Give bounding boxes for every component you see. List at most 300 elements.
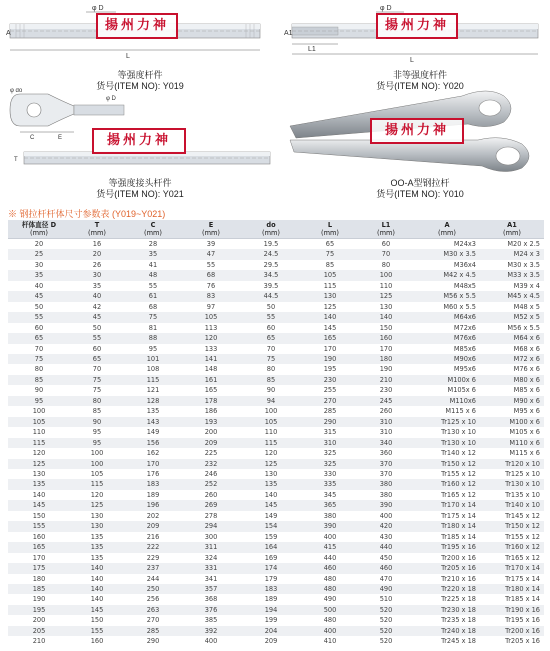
- column-header: [480, 220, 544, 239]
- table-cell: 237: [124, 563, 182, 573]
- table-cell: 125: [240, 459, 302, 469]
- table-cell: Tr180 x 14: [414, 521, 480, 531]
- table-cell: M36x4: [453, 260, 476, 269]
- table-cell: 68: [182, 270, 240, 280]
- table-cell: 115: [124, 375, 182, 385]
- table-cell: Tr160 x 12: [480, 542, 544, 552]
- label-l: L: [126, 53, 130, 60]
- table-cell: 110: [264, 428, 278, 437]
- table-cell: M80 x 6: [480, 375, 544, 385]
- table-cell: 480: [323, 616, 337, 625]
- table-cell: 520: [379, 616, 393, 625]
- table-row: [8, 270, 544, 280]
- table-cell: 55: [148, 281, 158, 290]
- table-cell: 165: [302, 333, 358, 343]
- table-cell: 95: [148, 344, 158, 353]
- table-cell: 115: [240, 438, 302, 448]
- table-row: [8, 323, 544, 333]
- table-cell: 75: [124, 312, 182, 322]
- table-cell: M45 x 4.5: [480, 291, 544, 301]
- column-header: [70, 220, 124, 239]
- table-cell: 35: [124, 249, 182, 259]
- table-cell: 135: [8, 479, 70, 489]
- table-cell: Tr170 x 14: [480, 563, 544, 573]
- table-cell: 149: [264, 511, 278, 520]
- table-cell: M56 x 5.5: [414, 291, 480, 301]
- table-cell: M100x 6: [414, 375, 480, 385]
- table-cell: 140: [70, 584, 124, 594]
- table-cell: 440: [358, 542, 414, 552]
- table-row: [8, 459, 544, 469]
- table-cell: M60 x 5.5: [443, 302, 476, 311]
- table-cell: 460: [302, 563, 358, 573]
- table-cell: Tr145 x 12: [505, 511, 540, 520]
- table-cell: 48: [124, 270, 182, 280]
- table-cell: Tr130 x 10: [441, 428, 476, 437]
- table-cell: 199: [264, 616, 278, 625]
- table-cell: 180: [358, 354, 414, 364]
- table-cell: 55: [70, 333, 124, 343]
- column-header-unit: (mm): [262, 229, 280, 237]
- table-row: [8, 490, 544, 500]
- table-cell: 101: [124, 354, 182, 364]
- table-cell: 310: [302, 438, 358, 448]
- table-cell: 121: [146, 386, 160, 395]
- table-cell: 161: [182, 375, 240, 385]
- table-cell: 380: [323, 511, 337, 520]
- table-cell: 105: [302, 270, 358, 280]
- table-cell: 230: [379, 386, 393, 395]
- table-cell: Tr125 x 10: [414, 417, 480, 427]
- table-cell: 310: [379, 428, 393, 437]
- caption-y020-item: 货号(ITEM NO): Y020: [376, 81, 464, 91]
- table-cell: Tr220 x 18: [414, 584, 480, 594]
- table-cell: 250: [124, 584, 182, 594]
- table-row: [8, 542, 544, 552]
- table-cell: 430: [379, 532, 393, 541]
- table-cell: 170: [32, 553, 46, 562]
- table-row: [8, 291, 544, 301]
- table-cell: 29.5: [263, 260, 279, 269]
- table-cell: M90x6: [414, 354, 480, 364]
- column-header-unit: (mm): [321, 229, 339, 237]
- table-cell: 50: [34, 302, 44, 311]
- table-cell: 130: [302, 291, 358, 301]
- table-cell: 24.5: [240, 249, 302, 259]
- table-row: [8, 500, 544, 510]
- table-cell: 50: [92, 323, 102, 332]
- table-cell: Tr135 x 10: [505, 490, 540, 499]
- seal-stamp-3: 揚州力神: [92, 128, 186, 154]
- table-cell: 170: [124, 459, 182, 469]
- table-cell: 110: [379, 281, 393, 290]
- table-row: [8, 532, 544, 542]
- column-header: [124, 220, 182, 239]
- table-cell: 150: [32, 511, 46, 520]
- table-cell: 170: [323, 344, 337, 353]
- table-cell: 159: [264, 532, 278, 541]
- table-cell: 75: [92, 386, 102, 395]
- table-cell: 35: [8, 270, 70, 280]
- table-cell: 55: [240, 312, 302, 322]
- table-cell: M64 x 6: [480, 333, 544, 343]
- table-cell: Tr165 x 12: [505, 553, 540, 562]
- table-cell: 370: [379, 469, 393, 478]
- table-cell: 162: [146, 449, 160, 458]
- table-cell: 88: [124, 333, 182, 343]
- label-phi-do: φ do: [10, 88, 23, 94]
- table-cell: 133: [204, 344, 218, 353]
- table-cell: 60: [381, 240, 391, 248]
- table-cell: 520: [379, 637, 393, 646]
- table-cell: 130: [90, 511, 104, 520]
- table-cell: 260: [204, 490, 218, 499]
- table-cell: Tr185 x 14: [441, 532, 476, 541]
- table-cell: 130: [379, 302, 393, 311]
- seal-stamp-2: 揚州力神: [376, 13, 458, 39]
- table-cell: 75: [302, 249, 358, 259]
- table-cell: 39.5: [263, 281, 279, 290]
- table-cell: 300: [204, 532, 218, 541]
- table-cell: 95: [70, 438, 124, 448]
- table-cell: M39 x 4: [513, 281, 540, 290]
- table-cell: Tr180 x 14: [480, 584, 544, 594]
- table-cell: Tr125 x 10: [505, 469, 540, 478]
- caption-y021-item: 货号(ITEM NO): Y021: [96, 189, 184, 199]
- table-cell: Tr130 x 10: [414, 438, 480, 448]
- table-cell: 190: [379, 365, 393, 374]
- table-cell: 85: [325, 260, 335, 269]
- table-cell: 105: [90, 469, 104, 478]
- table-cell: 47: [182, 249, 240, 259]
- table-row: [8, 615, 544, 625]
- table-cell: M48x5: [453, 281, 476, 290]
- column-header-label: T: [94, 221, 100, 229]
- table-row: [8, 605, 544, 615]
- table-cell: 255: [323, 386, 337, 395]
- label-c: C: [30, 135, 35, 141]
- table-cell: Tr245 x 18: [441, 637, 476, 646]
- table-cell: 135: [240, 479, 302, 489]
- table-cell: Tr160 x 12: [414, 479, 480, 489]
- table-cell: 246: [204, 469, 218, 478]
- table-cell: 189: [146, 490, 160, 499]
- table-cell: Tr235 x 18: [441, 616, 476, 625]
- table-cell: M76 x 6: [513, 365, 540, 374]
- table-cell: 70: [34, 344, 44, 353]
- table-cell: 245: [358, 396, 414, 406]
- table-cell: Tr155 x 12: [505, 532, 540, 541]
- table-cell: 357: [182, 584, 240, 594]
- column-header-label: A: [444, 221, 450, 229]
- table-cell: 178: [182, 396, 240, 406]
- table-cell: Tr170 x 14: [414, 500, 480, 510]
- table-cell: Tr175 x 14: [505, 574, 540, 583]
- table-cell: M64x6: [414, 312, 480, 322]
- table-row: [8, 260, 544, 270]
- table-cell: 100: [70, 459, 124, 469]
- table-cell: 195: [8, 605, 70, 615]
- table-cell: 520: [358, 626, 414, 636]
- table-cell: 294: [182, 521, 240, 531]
- table-cell: M20 x 2.5: [507, 240, 540, 248]
- table-row: [8, 302, 544, 312]
- table-cell: 165: [204, 386, 218, 395]
- table-cell: 190: [302, 354, 358, 364]
- table-cell: 390: [302, 521, 358, 531]
- table-row: [8, 469, 544, 479]
- table-cell: M68 x 6: [513, 344, 540, 353]
- table-cell: 225: [204, 449, 218, 458]
- table-cell: 270: [146, 616, 160, 625]
- table-cell: 120: [182, 333, 240, 343]
- table-cell: 400: [379, 511, 393, 520]
- table-cell: M48 x 5: [513, 302, 540, 311]
- table-cell: Tr120 x 10: [480, 459, 544, 469]
- label-l1: L1: [308, 46, 316, 53]
- column-header-unit: (mm): [144, 229, 162, 237]
- column-header-label: E: [208, 221, 214, 229]
- table-cell: 400: [204, 637, 218, 646]
- table-cell: 209: [182, 438, 240, 448]
- table-cell: 28: [148, 240, 158, 248]
- table-cell: 190: [32, 595, 46, 604]
- table-cell: M30 x 3.5: [507, 260, 540, 269]
- table-cell: 186: [204, 407, 218, 416]
- table-cell: 39: [206, 240, 216, 248]
- table-cell: 325: [302, 459, 358, 469]
- table-cell: 345: [323, 490, 337, 499]
- table-cell: 100: [90, 449, 104, 458]
- table-cell: 100: [264, 407, 278, 416]
- table-cell: 154: [240, 521, 302, 531]
- table-cell: 400: [323, 532, 337, 541]
- caption-y020-title: 非等强度杆件: [392, 70, 447, 80]
- table-cell: 216: [146, 532, 160, 541]
- table-cell: 135: [146, 407, 160, 416]
- table-cell: 75: [8, 354, 70, 364]
- caption-y021-title: 等强度接头杆件: [108, 178, 172, 188]
- table-cell: 45: [70, 312, 124, 322]
- caption-y019-item: 货号(ITEM NO): Y019: [96, 81, 184, 91]
- table-cell: Tr240 x 18: [414, 626, 480, 636]
- table-cell: 120: [264, 449, 278, 458]
- table-cell: 81: [148, 323, 158, 332]
- table-cell: 450: [379, 553, 393, 562]
- table-cell: 95: [92, 428, 102, 437]
- table-cell: 60: [34, 323, 44, 332]
- table-row: [8, 521, 544, 531]
- table-cell: 244: [146, 574, 160, 583]
- table-cell: 41: [148, 260, 158, 269]
- table-row: [8, 626, 544, 636]
- table-cell: 55: [8, 312, 70, 322]
- table-cell: 130: [264, 469, 278, 478]
- table-cell: 80: [34, 365, 44, 374]
- table-cell: 480: [323, 574, 337, 583]
- table-cell: 195: [323, 365, 337, 374]
- table-cell: M95x6: [453, 365, 476, 374]
- table-cell: 125: [358, 291, 414, 301]
- table-cell: 25: [8, 249, 70, 259]
- table-cell: 222: [124, 542, 182, 552]
- table-cell: 148: [204, 365, 218, 374]
- table-row: [8, 511, 544, 521]
- table-cell: 232: [182, 459, 240, 469]
- table-cell: 44.5: [240, 291, 302, 301]
- column-header: [358, 220, 414, 239]
- table-cell: 135: [70, 542, 124, 552]
- table-cell: 75: [70, 375, 124, 385]
- table-cell: 252: [182, 479, 240, 489]
- table-cell: 85: [8, 375, 70, 385]
- table-cell: 100: [32, 407, 46, 416]
- table-row: [8, 396, 544, 406]
- table-cell: 155: [70, 626, 124, 636]
- label-t: T: [14, 157, 18, 163]
- table-cell: M85x6: [453, 344, 476, 353]
- table-cell: 90: [34, 386, 44, 395]
- table-cell: 470: [379, 574, 393, 583]
- table-cell: 42: [92, 302, 102, 311]
- table-cell: 141: [182, 354, 240, 364]
- table-cell: Tr140 x 10: [480, 500, 544, 510]
- table-cell: 209: [264, 637, 278, 646]
- table-cell: Tr200 x 16: [480, 626, 544, 636]
- table-cell: 229: [146, 553, 160, 562]
- table-cell: 140: [358, 312, 414, 322]
- table-cell: 125: [323, 302, 337, 311]
- table-cell: 105: [8, 417, 70, 427]
- table-cell: 90: [70, 417, 124, 427]
- table-cell: 26: [92, 260, 102, 269]
- table-cell: 183: [124, 479, 182, 489]
- table-cell: M105x 6: [447, 386, 476, 395]
- column-header-unit: (mm): [438, 229, 456, 237]
- table-row: [8, 312, 544, 322]
- table-cell: 365: [302, 500, 358, 510]
- table-header-row: [8, 220, 544, 239]
- table-cell: M110x6: [414, 396, 480, 406]
- table-cell: 150: [379, 323, 393, 332]
- table-cell: 125: [70, 500, 124, 510]
- table-cell: 285: [124, 626, 182, 636]
- column-header-label: 杆体直径 D: [21, 221, 57, 229]
- table-cell: Tr130 x 10: [480, 479, 544, 489]
- label-phi-d: φ D: [92, 5, 104, 12]
- column-header: [182, 220, 240, 239]
- table-cell: 65: [240, 333, 302, 343]
- table-cell: 20: [70, 249, 124, 259]
- table-cell: 115: [70, 479, 124, 489]
- table-body: [8, 239, 544, 647]
- column-header-label: do: [266, 221, 276, 229]
- caption-y019-title: 等强度杆件: [117, 70, 163, 80]
- table-cell: 120: [32, 449, 46, 458]
- table-cell: 140: [302, 312, 358, 322]
- table-cell: 143: [124, 417, 182, 427]
- table-cell: 180: [32, 574, 46, 583]
- table-row: [8, 249, 544, 259]
- table-row: [8, 636, 544, 646]
- table-cell: 130: [70, 521, 124, 531]
- table-cell: 135: [90, 532, 104, 541]
- table-cell: 65: [8, 333, 70, 343]
- table-cell: 35: [92, 281, 102, 290]
- table-cell: 100: [358, 270, 414, 280]
- table-cell: M52 x 5: [480, 312, 544, 322]
- table-cell: 125: [8, 459, 70, 469]
- table-cell: M24x3: [453, 240, 476, 248]
- table-cell: 128: [124, 396, 182, 406]
- table-cell: 285: [323, 407, 337, 416]
- table-row: [8, 574, 544, 584]
- table-cell: 160: [358, 333, 414, 343]
- table-cell: 105: [240, 417, 302, 427]
- table-cell: Tr150 x 12: [480, 521, 544, 531]
- table-row: [8, 385, 544, 395]
- caption-y010-item: 货号(ITEM NO): Y010: [376, 189, 464, 199]
- table-cell: 80: [70, 396, 124, 406]
- table-cell: M76x6: [414, 333, 480, 343]
- table-row: [8, 553, 544, 563]
- table-cell: 278: [204, 511, 218, 520]
- table-cell: Tr205 x 16: [505, 637, 540, 646]
- table-cell: 75: [240, 354, 302, 364]
- column-header-unit: (mm): [202, 229, 220, 237]
- table-cell: 149: [146, 428, 160, 437]
- table-cell: 80: [381, 260, 391, 269]
- table-cell: 150: [90, 616, 104, 625]
- label-a: A: [6, 30, 11, 37]
- table-cell: 164: [240, 542, 302, 552]
- table-cell: Tr230 x 18: [414, 605, 480, 615]
- table-cell: 392: [182, 626, 240, 636]
- table-cell: 145: [323, 323, 337, 332]
- table-cell: 290: [302, 417, 358, 427]
- table-cell: M56 x 5.5: [507, 323, 540, 332]
- table-cell: 500: [302, 605, 358, 615]
- table-cell: Tr140 x 12: [441, 449, 476, 458]
- table-cell: M24 x 3: [480, 249, 544, 259]
- table-cell: 210: [358, 375, 414, 385]
- table-cell: M105 x 6: [509, 428, 540, 437]
- table-cell: 324: [204, 553, 218, 562]
- column-header-label: L: [327, 221, 333, 229]
- label-l-2: L: [410, 57, 414, 64]
- table-cell: 65: [325, 240, 335, 248]
- table-cell: 400: [302, 626, 358, 636]
- column-header: [414, 220, 480, 239]
- table-cell: 85: [240, 375, 302, 385]
- table-cell: 210: [32, 637, 46, 646]
- column-header: [8, 220, 70, 239]
- table-cell: 380: [379, 490, 393, 499]
- column-header-label: L1: [381, 221, 391, 229]
- table-cell: 390: [358, 500, 414, 510]
- table-cell: 341: [204, 574, 218, 583]
- table-row: [8, 584, 544, 594]
- table-cell: 194: [240, 605, 302, 615]
- table-cell: 260: [379, 407, 393, 416]
- table-cell: 145: [240, 500, 302, 510]
- table-cell: 183: [240, 584, 302, 594]
- table-cell: 169: [264, 553, 278, 562]
- table-cell: 311: [182, 542, 240, 552]
- column-header-label: C: [150, 221, 156, 229]
- table-cell: 113: [204, 323, 218, 332]
- seal-stamp-4: 揚州力神: [370, 118, 464, 144]
